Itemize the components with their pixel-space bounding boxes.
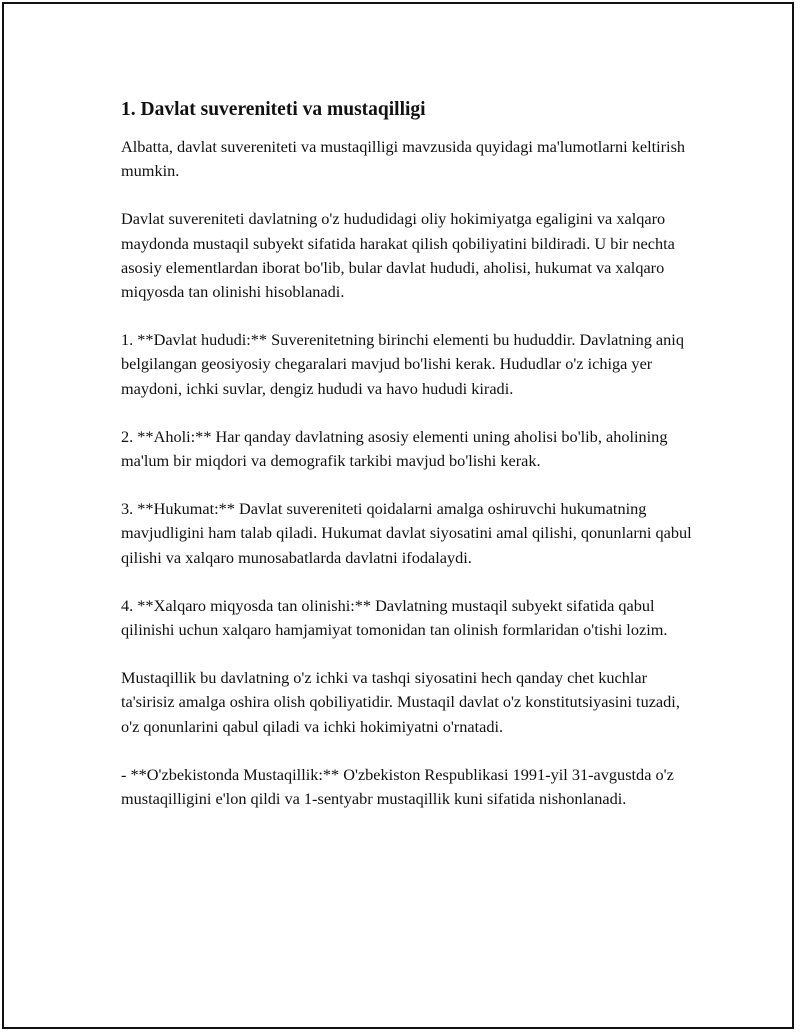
element-territory-paragraph: 1. **Davlat hududi:** Suverenitetning birinchi elementi bu hududdir. Davlatning aniq belgilangan geosiyosiy chegaralari mavjud bo'lishi kerak. Hududlar o'z ichiga yer maydoni, ichki suvlar, dengiz hududi va havo hududi kiradi.	[121, 330, 684, 398]
element-government-paragraph: 3. **Hukumat:** Davlat suvereniteti qoidalarni amalga oshiruvchi hukumatning mavjudligini ham talab qiladi. Hukumat davlat siyosatini amal qilishi, qonunlarni qabul qilishi va xalqaro munosabatlarda davlatni ifodalaydi.	[121, 499, 692, 567]
document-body	[121, 97, 696, 811]
page-frame	[2, 2, 794, 1029]
uzbekistan-independence-paragraph: - **O'zbekistonda Mustaqillik:** O'zbekiston Respublikasi 1991-yil 31-avgustda o'z mustaqilligini e'lon qildi va 1-sentyabr mustaqillik kuni sifatida nishonlanadi.	[121, 764, 674, 809]
element-population-paragraph: 2. **Aholi:** Har qanday davlatning asosiy elementi uning aholisi bo'lib, aholining ma'lum bir miqdori va demografik tarkibi mavjud bo'lishi kerak.	[121, 426, 668, 471]
independence-paragraph: Mustaqillik bu davlatning o'z ichki va tashqi siyosatini hech qanday chet kuchlar ta'sirisiz amalga oshira olish qobiliyatidir. Mustaqil davlat o'z konstitutsiyasini tuzadi, o'z qonunlarini qabul qiladi va ichki hokimiyatni o'rnatadi.	[121, 668, 680, 736]
intro-paragraph: Albatta, davlat suvereniteti va mustaqilligi mavzusida quyidagi ma'lumotlarni keltirish mumkin.	[121, 137, 686, 181]
section-heading: 1. Davlat suvereniteti va mustaqilligi	[121, 99, 426, 120]
definition-paragraph: Davlat suvereniteti davlatning o'z hududidagi oliy hokimiyatga egaligini va xalqaro maydonda mustaqil subyekt sifatida harakat qilish qobiliyatini bildiradi. U bir nechta asosiy elementlardan iborat bo'lib, bular davlat hududi, aholisi, hukumat va xalqaro miqyosda tan olinishi hisoblanadi.	[121, 209, 675, 302]
element-recognition-paragraph: 4. **Xalqaro miqyosda tan olinishi:** Davlatning mustaqil subyekt sifatida qabul qilinishi uchun xalqaro hamjamiyat tomonidan tan olinish formlaridan o'tishi lozim.	[121, 595, 668, 640]
